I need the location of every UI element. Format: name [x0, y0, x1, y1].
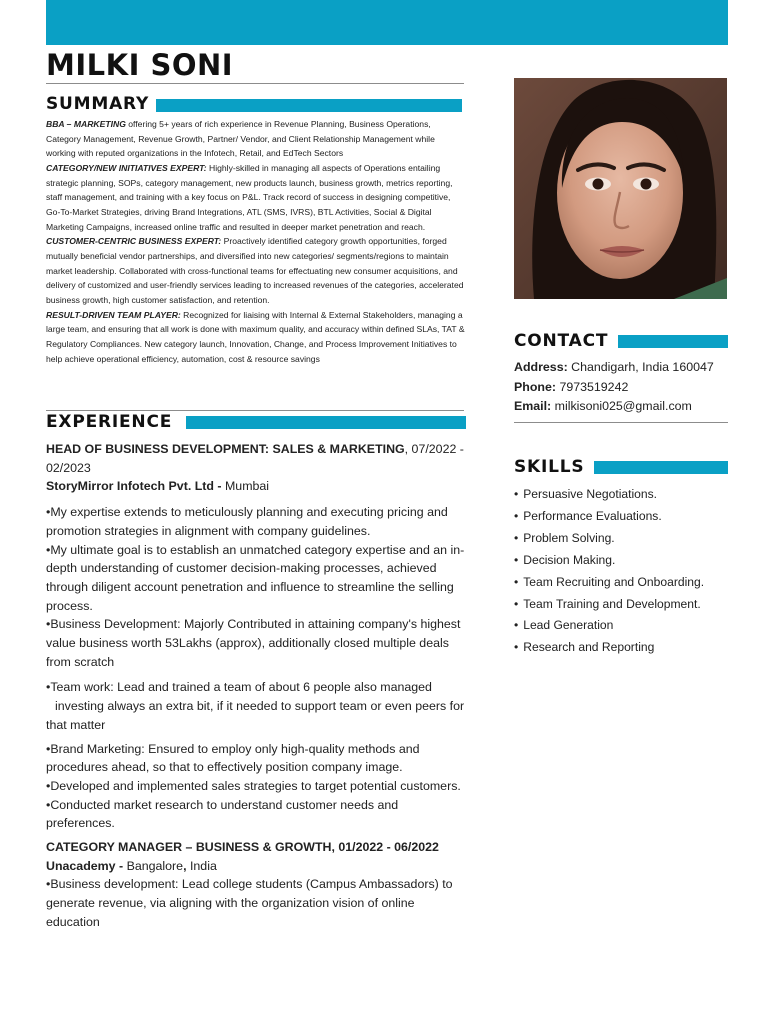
job-bullet: •Conducted market research to understand customer needs and preferences.: [46, 797, 399, 831]
summary-lead: RESULT-DRIVEN TEAM PLAYER:: [46, 309, 181, 320]
skill-item: • Lead Generation: [514, 615, 728, 637]
skill-item: • Performance Evaluations.: [514, 506, 728, 528]
job-bullet: •My expertise extends to meticulously planning and executing pricing and promotion strategies in alignment with company guidelines.: [46, 505, 448, 538]
skill-item: • Research and Reporting: [514, 637, 728, 659]
job-title-line: [46, 440, 466, 477]
summary-heading-bar: [156, 99, 462, 112]
skills-heading-bar: [594, 461, 728, 474]
skill-item: • Problem Solving.: [514, 528, 728, 550]
contact-phone-line: [514, 378, 728, 398]
address-value: Chandigarh, India 160047: [567, 360, 714, 374]
phone-label: Phone:: [514, 379, 556, 394]
skill-item: • Team Training and Development.: [514, 594, 728, 616]
job-bullet: •Brand Marketing: Ensured to employ only high-quality methods and procedures ahead, so that to effectively position company image.: [46, 741, 420, 775]
email-label: Email:: [514, 399, 552, 413]
contact-section: [514, 358, 728, 417]
summary-section: [46, 117, 466, 366]
skill-item: • Decision Making.: [514, 550, 728, 572]
contact-heading: CONTACT: [514, 331, 609, 351]
summary-text: Recognized for liaising with Internal & External Stakeholders, managing a large team, and ensuring that all work is done with maximum quality, and accuracy within defined SLAs, TAT & Regulatory Compliances. New category launch, Innovation, Change, and Process Improvement Initiatives to help achieve operational efficiency, automation, cost & resource savings: [46, 309, 465, 364]
job-bullet-continued: investing always an extra bit, if it needed to support team or even peers for that matter: [46, 699, 465, 732]
summary-divider: [46, 410, 464, 411]
experience-section: [46, 440, 466, 932]
summary-paragraph: [46, 308, 466, 367]
job-title-line: [46, 838, 466, 857]
summary-text: offering 5+ years of rich experience in Revenue Planning, Business Operations, Category Management, Revenue Growth, Partner/ Vendor, and Client Relationship Management while working with reputed organizations in the Infotech, Retail, and EdTech Sectors: [46, 119, 435, 159]
job-country: India: [186, 858, 217, 873]
name-divider: [46, 83, 464, 84]
job-company: StoryMirror Infotech Pvt. Ltd -: [46, 479, 222, 494]
summary-lead: BBA – MARKETING: [46, 119, 126, 129]
job-company: Unacademy -: [46, 858, 124, 873]
job-bullet: •Business Development: Majorly Contributed in attaining company's highest value business worth 53Lakhs (approx), additionally closed multiple deals from scratch: [46, 617, 461, 669]
summary-paragraph: [46, 117, 466, 161]
profile-photo: [514, 78, 727, 299]
job-location: Bangalore: [123, 858, 184, 873]
job-bullet: [46, 678, 466, 734]
portrait-image: [514, 78, 727, 299]
summary-heading: SUMMARY: [46, 94, 150, 114]
job-bullet: •Developed and implemented sales strategies to target potential customers.: [46, 778, 461, 793]
job-location-comma: ,: [183, 858, 187, 873]
job-bullet: •Business development: Lead college students (Campus Ambassadors) to generate revenue, via aligning with the organization vision of online education: [46, 877, 453, 929]
skills-list: [514, 484, 728, 659]
contact-email-line: [514, 397, 728, 417]
contact-heading-bar: [618, 335, 728, 348]
summary-lead: CUSTOMER-CENTRIC BUSINESS EXPERT:: [46, 236, 222, 247]
phone-value[interactable]: 7973519242: [556, 379, 629, 394]
summary-text: Proactively identified category growth opportunities, forged mutually beneficial vendor partnerships, and diversified into new categories/ segments/regions to maintain market leadership. Collaborated with cross-functional teams for effectuating new consumer acquisitions, and delivery of customized and user-friendly services leading to increased revenues of the categories, accelerated business growth, high customer satisfaction, and retention.: [46, 236, 464, 305]
contact-divider: [514, 422, 728, 423]
summary-text: Highly-skilled in managing all aspects of Operations entailing strategic planning, SOPs, category management, new products launch, business growth, metrics reporting, staff management, and training with a key focus on P&L. Track record of success in designing competitive, Go-To-Market Strategies, driving Brand Integrations, ATL (SMS, IVRS), BTL Activities, Social & Digital Marketing Campaigns, increased online traffic and resulted in deeper market penetration and reach.: [46, 162, 453, 232]
job-role: CATEGORY MANAGER – BUSINESS & GROWTH, 01/2022 - 06/2022: [46, 840, 439, 855]
experience-heading-bar: [186, 416, 466, 429]
job-bullet: •My ultimate goal is to establish an unmatched category expertise and an in-depth understanding of customer decision-making processes, achieved through diligent account penetration and influence to streamline the selling process.: [46, 542, 465, 613]
summary-paragraph: [46, 161, 466, 234]
summary-lead: CATEGORY/NEW INITIATIVES EXPERT:: [46, 162, 207, 173]
job-role: HEAD OF BUSINESS DEVELOPMENT: SALES & MARKETING: [46, 442, 405, 456]
email-value[interactable]: milkisoni025@gmail.com: [551, 399, 692, 413]
address-label: Address:: [514, 360, 568, 374]
job-dates: , 07/2022 - 02/2023: [46, 442, 464, 475]
experience-heading: EXPERIENCE: [46, 412, 173, 432]
header-accent-bar: [46, 0, 728, 45]
summary-paragraph: [46, 234, 466, 307]
skill-item: • Persuasive Negotiations.: [514, 484, 728, 506]
job-bullet-first-line: •Team work: Lead and trained a team of about 6 people also managed: [46, 680, 432, 695]
skill-item: • Team Recruiting and Onboarding.: [514, 572, 728, 594]
skills-heading: SKILLS: [514, 457, 585, 477]
job-company-line: [46, 857, 466, 876]
candidate-name: MILKI SONI: [46, 48, 234, 82]
contact-address-line: [514, 358, 728, 378]
job-company-line: [46, 477, 466, 496]
job-location: Mumbai: [221, 479, 270, 494]
